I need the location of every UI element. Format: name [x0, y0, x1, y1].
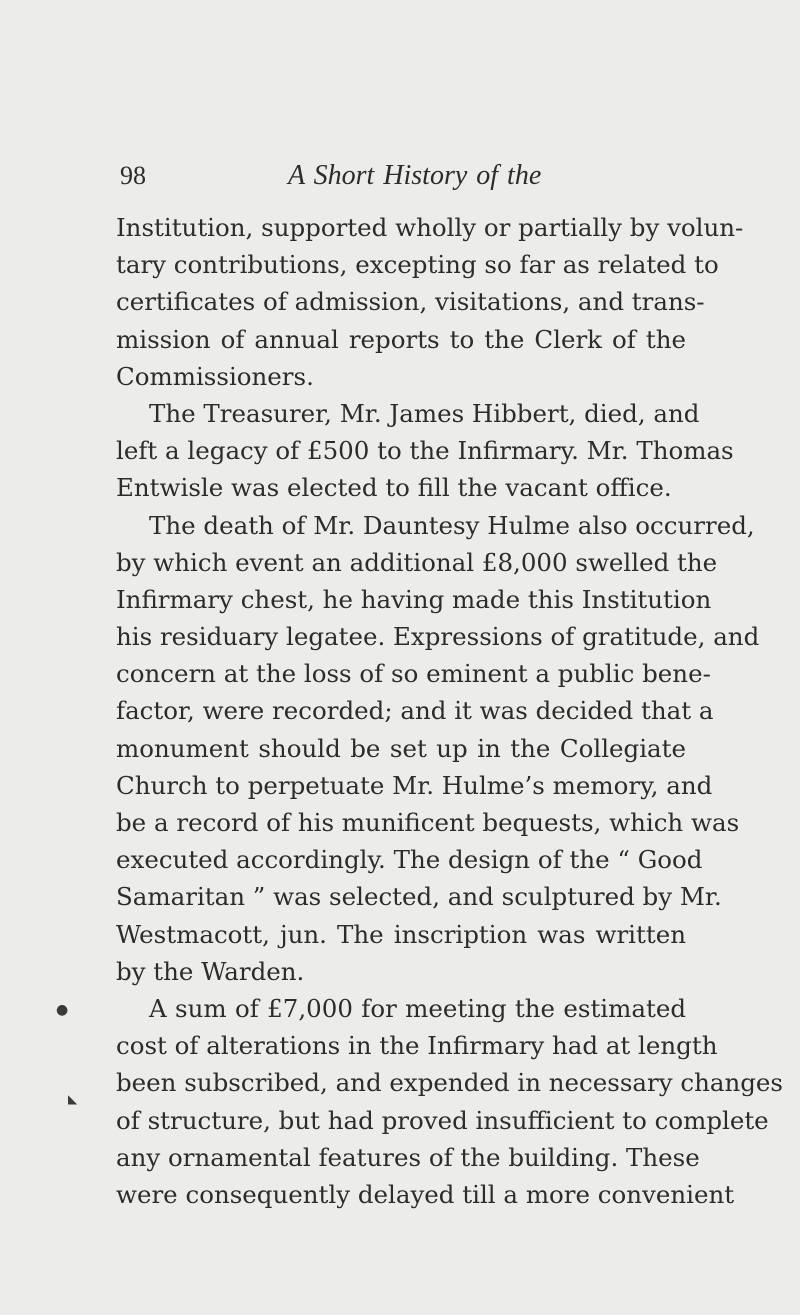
running-head: A Short History of the — [288, 160, 542, 191]
text-line: any ornamental features of the building. These — [116, 1142, 700, 1172]
text-line: by which event an additional £8,000 swelled the — [116, 547, 718, 577]
text-line: executed accordingly. The design of the “ Good — [116, 845, 703, 875]
text-line: concern at the loss of so eminent a public bene- — [116, 659, 711, 689]
text-line: Commissioners. — [116, 361, 314, 391]
text-line: Samaritan ” was selected, and sculptured by Mr. — [116, 882, 722, 912]
text-line: cost of alterations in the Infirmary had at length — [116, 1031, 718, 1061]
text-line: his residuary legatee. Expressions of gratitude, and — [116, 622, 760, 652]
text-line: Church to perpetuate Mr. Hulme’s memory, and — [116, 770, 713, 800]
page-number: 98 — [120, 161, 146, 190]
text-line: mission of annual reports to the Clerk of the — [116, 324, 686, 354]
ink-speck-mark: ● — [56, 1002, 69, 1018]
text-line: were consequently delayed till a more convenient — [116, 1179, 735, 1209]
text-line: by the Warden. — [116, 956, 305, 986]
text-line: The Treasurer, Mr. James Hibbert, died, and — [149, 398, 700, 428]
text-line: Entwisle was elected to fill the vacant office. — [116, 473, 672, 503]
text-line: Institution, supported wholly or partially by volun- — [116, 213, 744, 242]
text-line: left a legacy of £500 to the Infirmary. Mr. Thomas — [116, 436, 734, 466]
ink-speck-mark: ◣ — [68, 1092, 78, 1106]
text-line: Westmacott, jun. The inscription was written — [116, 919, 686, 949]
page-header — [120, 160, 680, 200]
text-line: certificates of admission, visitations, and trans- — [116, 287, 705, 317]
body-text — [116, 209, 783, 1213]
text-line: monument should be set up in the Collegiate — [116, 733, 686, 763]
text-line: factor, were recorded; and it was decided that a — [116, 696, 714, 726]
text-line: of structure, but had proved insufficient to complete — [116, 1105, 769, 1135]
text-line: Infirmary chest, he having made this Institution — [116, 584, 712, 614]
text-line: A sum of £7,000 for meeting the estimated — [149, 993, 686, 1023]
text-line: been subscribed, and expended in necessary changes — [116, 1068, 783, 1098]
text-line: tary contributions, excepting so far as related to — [116, 250, 719, 280]
text-line: The death of Mr. Dauntesy Hulme also occurred, — [149, 510, 755, 540]
text-line: be a record of his munificent bequests, which was — [116, 808, 740, 837]
